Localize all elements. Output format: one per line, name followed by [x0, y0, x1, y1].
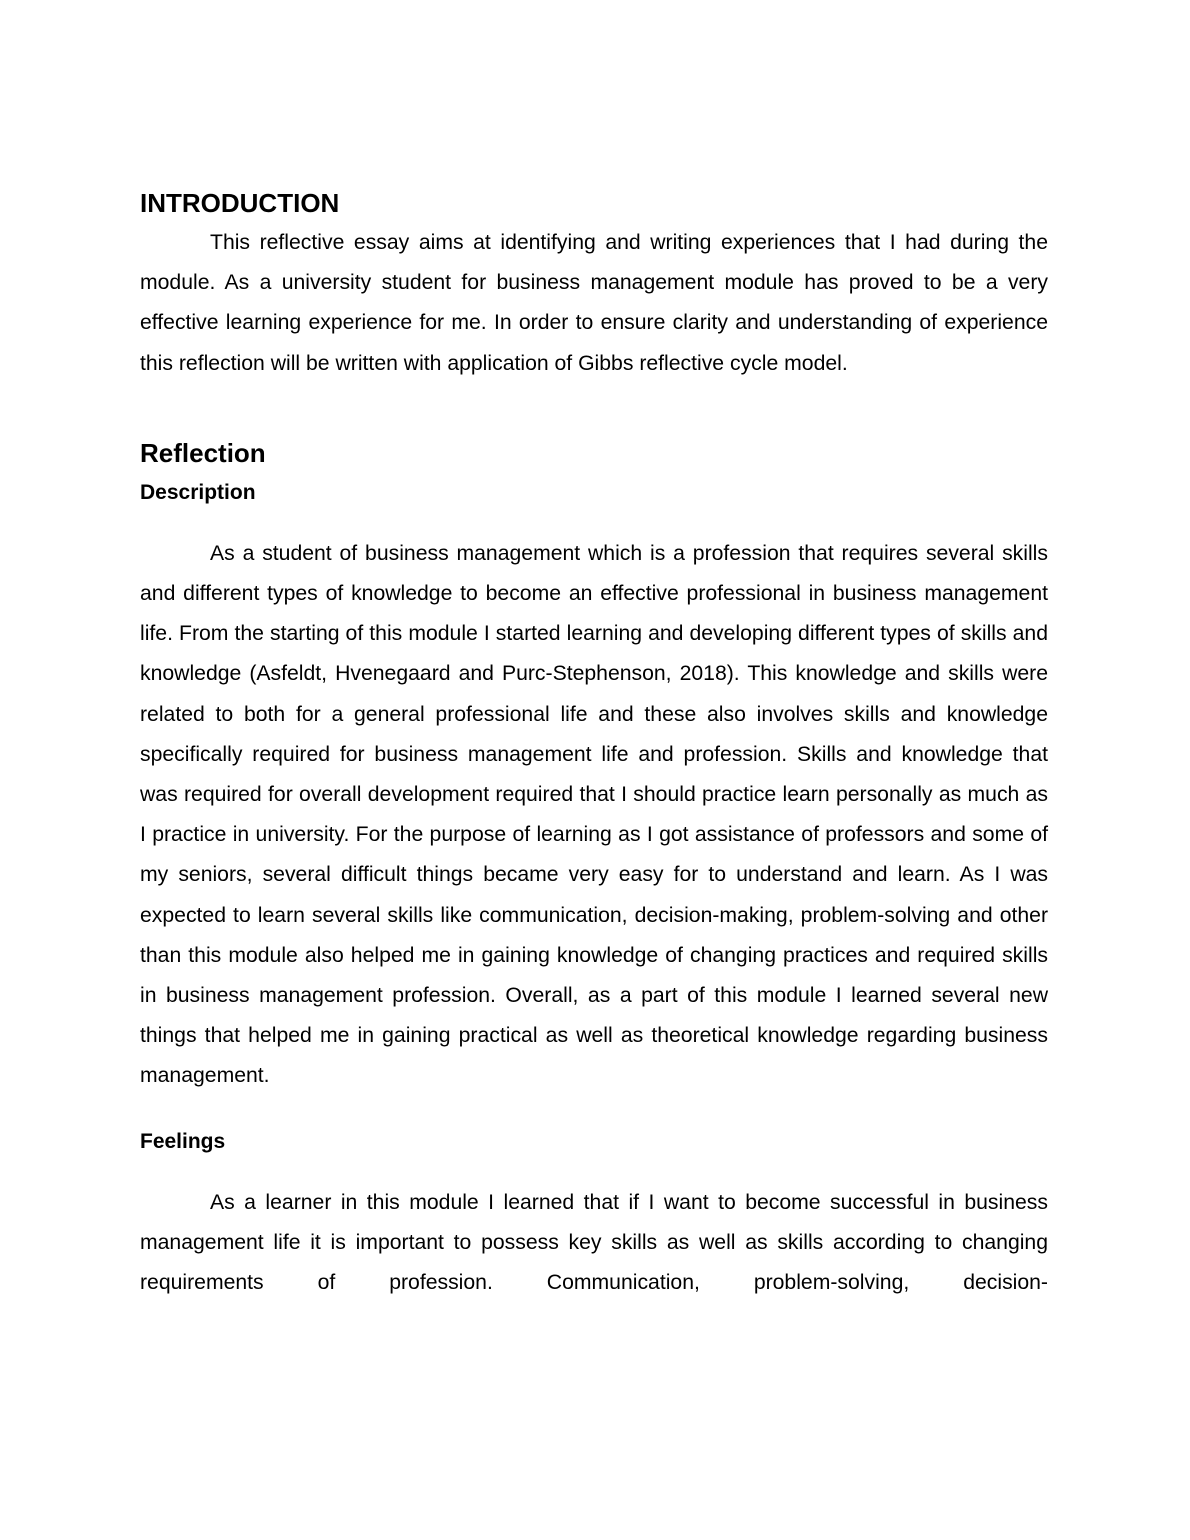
reflection-heading: Reflection: [140, 437, 266, 468]
feelings-paragraph: As a learner in this module I learned that if I want to become successful in business management life it is important to possess key skills as well as skills according to changing requirements of profession. Communication, problem-solving, decision-: [140, 1190, 1048, 1295]
introduction-heading: INTRODUCTION: [140, 188, 340, 218]
feelings-heading: Feelings: [140, 1129, 226, 1153]
document-page: [140, 186, 1048, 1303]
description-heading: Description: [140, 480, 256, 504]
description-paragraph: As a student of business management which is a profession that requires several skills and different types of knowledge to become an effective professional in business management life. From the starting of this module I started learning and developing different types of skills and knowledge (Asfeldt, Hvenegaard and Purc-Stephenson, 2018). This knowledge and skills were related to both for a general professional life and these also involves skills and knowledge specifically required for business management life and profession. Skills and knowledge that was required for overall development required that I should practice learn personally as much as I practice in university. For the purpose of learning as I got assistance of professors and some of my seniors, several difficult things became very easy for to understand and learn. As I was expected to learn several skills like communication, decision-making, problem-solving and other than this module also helped me in gaining knowledge of changing practices and required skills in business management profession. Overall, as a part of this module I learned several new things that helped me in gaining practical as well as theoretical knowledge regarding business management.: [140, 541, 1048, 1088]
introduction-paragraph: This reflective essay aims at identifying and writing experiences that I had during the module. As a university student for business management module has proved to be a very effective learning experience for me. In order to ensure clarity and understanding of experience this reflection will be written with application of Gibbs reflective cycle model.: [140, 231, 1048, 375]
